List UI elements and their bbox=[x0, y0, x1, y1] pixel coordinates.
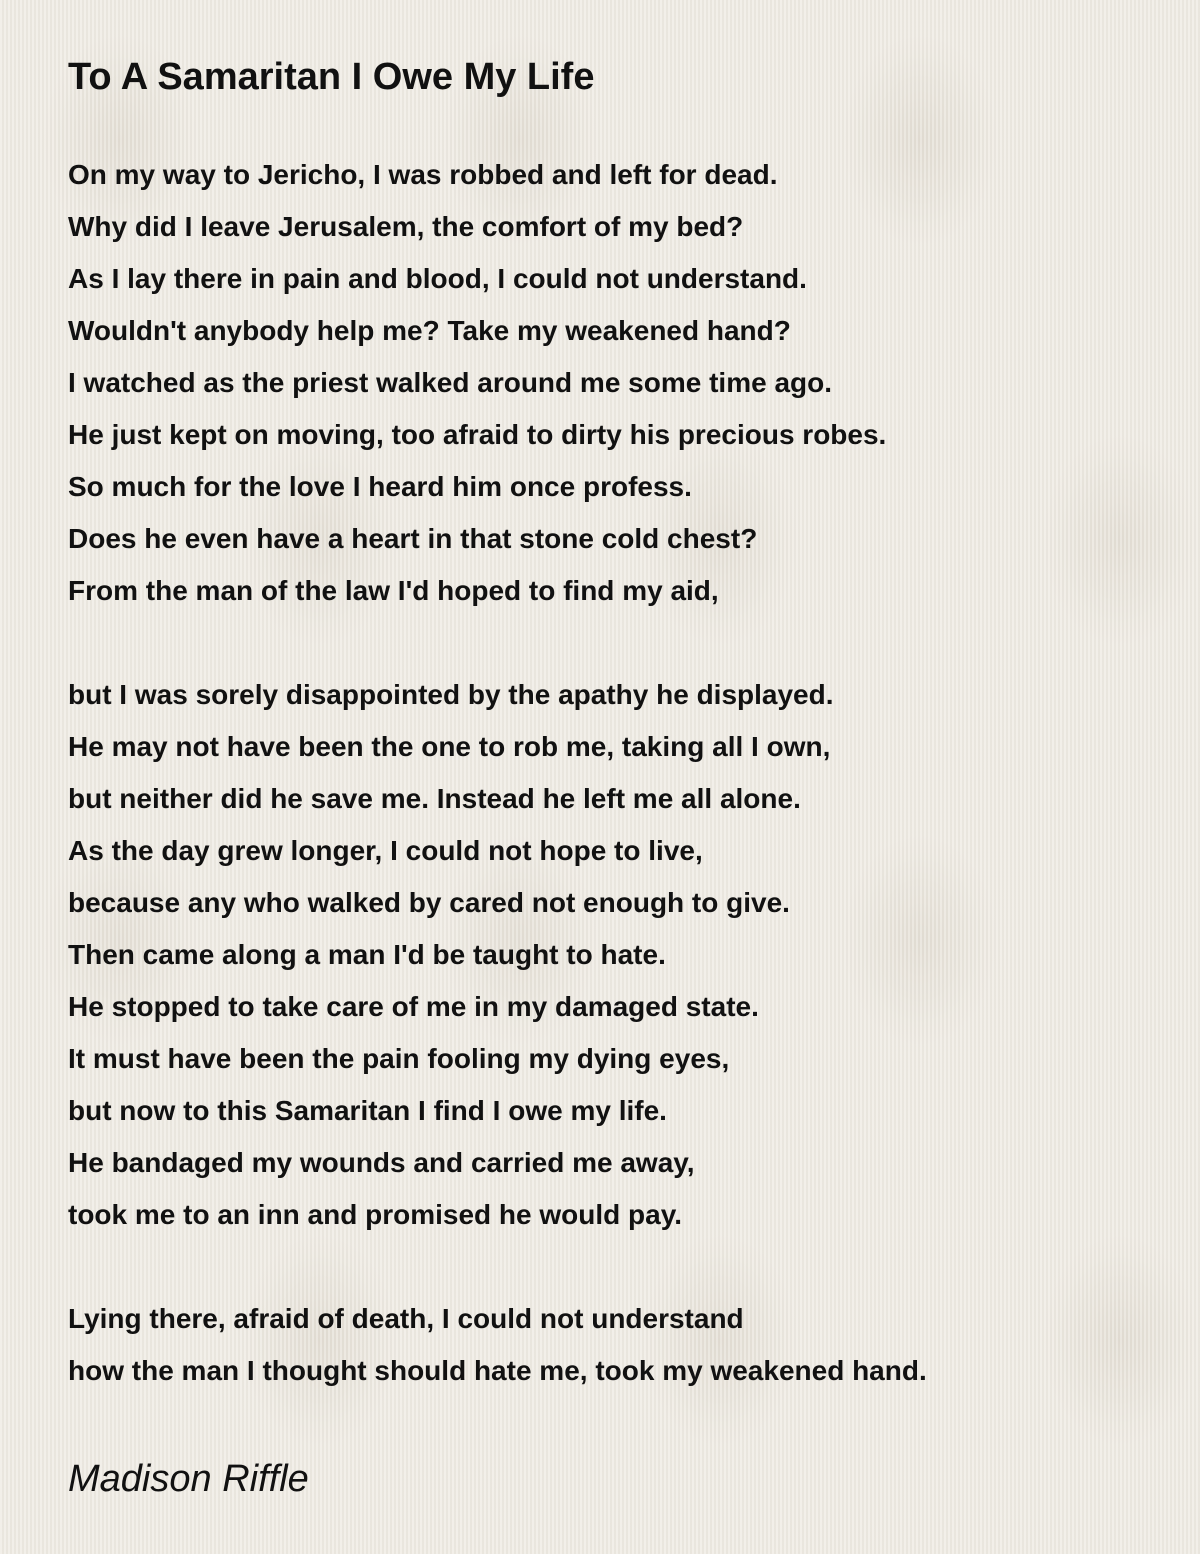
poem-line: Does he even have a heart in that stone cold chest? bbox=[68, 523, 758, 554]
stanza bbox=[68, 149, 1168, 617]
poem-line: because any who walked by cared not enough to give. bbox=[68, 887, 790, 918]
poem-line: As I lay there in pain and blood, I could not understand. bbox=[68, 263, 807, 294]
poem-line: On my way to Jericho, I was robbed and left for dead. bbox=[68, 159, 778, 190]
poem-line: He may not have been the one to rob me, taking all I own, bbox=[68, 731, 831, 762]
poem-line: but I was sorely disappointed by the apathy he displayed. bbox=[68, 679, 834, 710]
poem-line: He bandaged my wounds and carried me away, bbox=[68, 1147, 695, 1178]
poem-line: took me to an inn and promised he would pay. bbox=[68, 1199, 682, 1230]
stanza-break bbox=[68, 617, 1168, 669]
poem-line: but neither did he save me. Instead he left me all alone. bbox=[68, 783, 801, 814]
poem-line: It must have been the pain fooling my dying eyes, bbox=[68, 1043, 730, 1074]
poem-line: but now to this Samaritan I find I owe my life. bbox=[68, 1095, 667, 1126]
poem-line: From the man of the law I'd hoped to find my aid, bbox=[68, 575, 719, 606]
poem-title: To A Samaritan I Owe My Life bbox=[68, 56, 595, 98]
poem-line: Lying there, afraid of death, I could not understand bbox=[68, 1303, 744, 1334]
poem-line: He stopped to take care of me in my damaged state. bbox=[68, 991, 759, 1022]
poem-line: So much for the love I heard him once profess. bbox=[68, 471, 692, 502]
poem-line: I watched as the priest walked around me some time ago. bbox=[68, 367, 832, 398]
poem-body bbox=[68, 149, 1168, 1397]
poem-line: He just kept on moving, too afraid to dirty his precious robes. bbox=[68, 419, 887, 450]
poem-line: how the man I thought should hate me, took my weakened hand. bbox=[68, 1355, 927, 1386]
poem-author: Madison Riffle bbox=[68, 1458, 309, 1500]
poem-line: Why did I leave Jerusalem, the comfort of my bed? bbox=[68, 211, 744, 242]
poem-line: As the day grew longer, I could not hope to live, bbox=[68, 835, 703, 866]
poem-line: Wouldn't anybody help me? Take my weakened hand? bbox=[68, 315, 791, 346]
poem-line: Then came along a man I'd be taught to hate. bbox=[68, 939, 666, 970]
stanza bbox=[68, 1293, 1168, 1397]
stanza bbox=[68, 669, 1168, 1241]
poem-page bbox=[68, 52, 1168, 1397]
stanza-break bbox=[68, 1241, 1168, 1293]
